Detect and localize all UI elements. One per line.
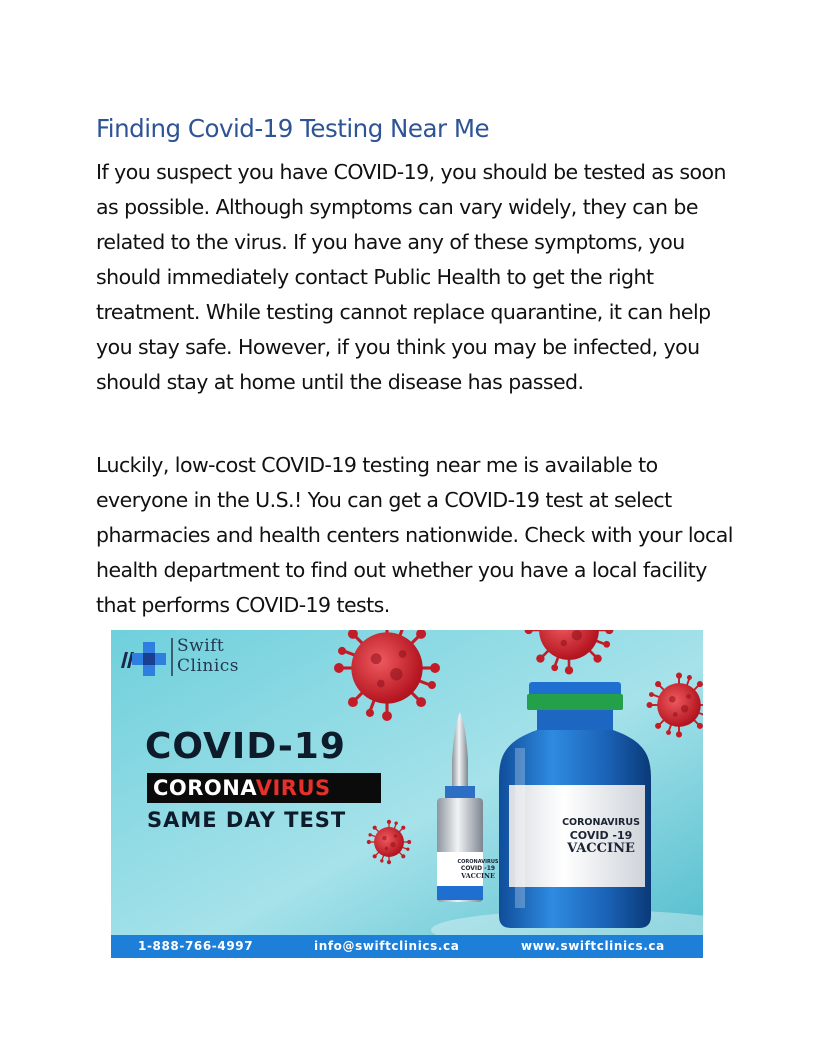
corona-text-white: CORONA bbox=[153, 776, 256, 800]
footer-email: info@swiftclinics.ca bbox=[314, 939, 460, 953]
same-day-test-tagline: SAME DAY TEST bbox=[147, 808, 347, 832]
vial-label-line-3: VACCINE bbox=[567, 841, 635, 856]
coronavirus-label bbox=[153, 773, 331, 803]
virus-text-red: VIRUS bbox=[255, 776, 331, 800]
brand-line-2: Clinics bbox=[177, 656, 240, 676]
footer-phone: 1-888-766-4997 bbox=[138, 939, 254, 953]
paragraph-2: Luckily, low-cost COVID-19 testing near me is available to everyone in the U.S.! You can get a COVID-19 test at select pharmacies and health centers nationwide. Check with your local health department to find out whether you have a local facility that performs COVID-19 tests. bbox=[96, 453, 733, 617]
footer-website: www.swiftclinics.ca bbox=[521, 939, 665, 953]
ampoule-label-line-2: COVID -19 bbox=[460, 865, 496, 872]
ampoule-label-line-1: CORONAVIRUS bbox=[457, 859, 499, 865]
covid-test-banner-image bbox=[111, 630, 703, 958]
paragraph-1: If you suspect you have COVID-19, you should be tested as soon as possible. Although symptoms can vary widely, they can be related to the virus. If you have any of these symptoms, you should immediately contact Public Health to get the right treatment. While testing cannot replace quarantine, it can help you stay safe. However, if you think you may be infected, you should stay at home until the disease has passed. bbox=[96, 160, 726, 394]
virus-illustration-small bbox=[367, 820, 411, 864]
brand-line-1: Swift bbox=[177, 636, 225, 656]
covid-title: COVID-19 bbox=[145, 726, 346, 767]
page-heading: Finding Covid-19 Testing Near Me bbox=[96, 114, 490, 143]
brand-name bbox=[177, 636, 239, 676]
vial-label-line-1: CORONAVIRUS bbox=[562, 817, 640, 828]
vial-label-line-2: COVID -19 bbox=[569, 829, 633, 842]
ampoule-label-line-3: VACCINE bbox=[461, 872, 495, 880]
